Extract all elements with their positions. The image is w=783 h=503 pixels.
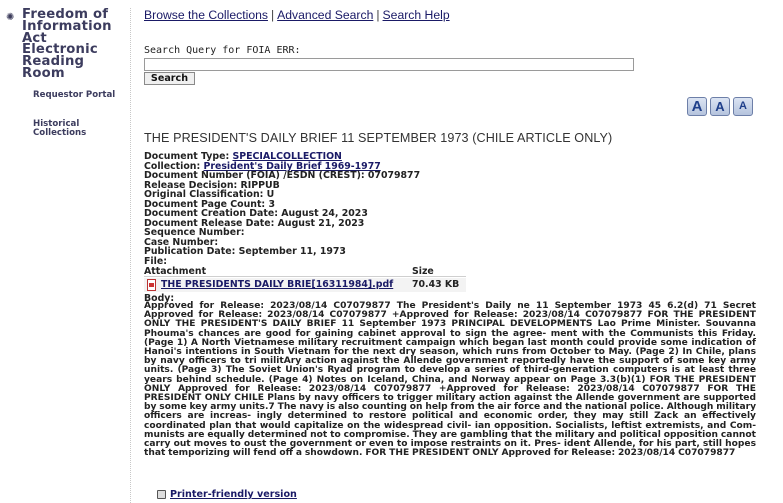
collection-link[interactable]: President's Daily Brief 1969-1977 [203,160,381,172]
meta-value: August 21, 2023 [277,217,365,229]
meta-label: Document Type: [144,151,230,162]
browse-collections-link[interactable]: Browse the Collections [144,8,268,22]
nav-separator: | [270,8,275,22]
search-label: Search Query for FOIA ERR: [144,45,301,56]
meta-label: Sequence Number: [144,227,245,239]
meta-label: Original Classification: [144,189,264,201]
seal-icon: ✺ [6,12,15,23]
meta-label: File: [144,256,167,268]
meta-publication-date [144,247,484,257]
meta-label: Publication Date: [144,246,236,258]
attachment-row [144,278,466,292]
font-size-medium-button[interactable]: A [710,97,730,116]
meta-value: 3 [268,198,275,210]
attachment-size: 70.43 KB [412,279,460,290]
attachment-column-header: Attachment [144,266,207,277]
document-type-link[interactable]: SPECIALCOLLECTION [232,151,342,162]
meta-label: Release Decision: [144,179,238,191]
meta-label: Case Number: [144,236,219,248]
attachment-pdf-link[interactable]: THE PRESIDENTS DAILY BRIE[16311984].pdf [161,279,394,290]
meta-value: August 24, 2023 [281,208,368,220]
nav-separator: | [376,8,380,22]
sidebar-item-requestor-portal[interactable]: Requestor Portal [33,90,116,100]
meta-label: Document Number (FOIA) /ESDN (CREST): [144,170,365,182]
search-button[interactable]: Search [144,72,195,85]
sidebar-item-historical-collections[interactable]: Historical Collections [33,119,87,139]
pdf-icon [147,279,156,291]
meta-value: 07079877 [367,170,421,182]
printer-icon[interactable] [157,490,166,499]
page-title: THE PRESIDENT'S DAILY BRIEF 11 SEPTEMBER 1973 (CHILE ARTICLE ONLY) [144,131,613,145]
printer-friendly-link[interactable]: Printer-friendly version [170,489,297,500]
font-size-large-button[interactable]: A [687,97,707,116]
search-help-link[interactable]: Search Help [382,8,450,22]
meta-label: Document Release Date: [144,217,275,229]
advanced-search-link[interactable]: Advanced Search [277,8,374,22]
meta-value: RIPPUB [240,179,280,191]
font-size-small-button[interactable]: A [733,97,753,116]
meta-label: Collection: [144,160,201,172]
meta-value: U [266,189,275,201]
meta-value: September 11, 1973 [238,246,346,258]
sidebar [0,0,130,503]
site-title[interactable]: Freedom of Information Act Electronic Reading Room [22,7,112,81]
meta-label: Document Creation Date: [144,208,278,220]
attachment-table-header [144,266,466,277]
document-body-text: Approved for Release: 2023/08/14 C07079877 The President's Daily ne 11 September 1973 45 6.2(d) 71 Secret Approved for Release: 2023/08/14 C07079877 +Approved for Release: 2023/08/14 C07079877 FOR THE PRESIDENT ONLY THE PRESIDENT'S DAILY BRIEF 11 September 1973 PRINCIPAL DEVELOPMENTS Lao Prime Minister. Souvanna Phouma's chances are good for gaining cabinet approval to sign the agree- ment with the Communists this Friday. (Page 1) A North Vietnamese military recruitment campaign which began last month could provide some indication of Hanoi's intentions in South Vietnam for the next dry season, which runs from October to May. (Page 2) In Chile, plans by navy officers to tri militAry action against the Allende government reportedly have the support of some key army units. (Page 3) The Soviet Union's Ryad program to develop a series of third-generation computers is at least three years behind schedule. (Page 4) Notes on Iceland, China, and Norway appear on Page 3.3(b)(1) FOR THE PRESIDENT ONLY Approved for Release: 2023/08/14 C07079877 +Approved for Release: 2023/08/14 C07079877 FOR THE PRESIDENT ONLY CHILE Plans by navy officers to trigger military action against the Allende government are supported by some key army units.7 The navy is also counting on help from the air force and the national police. Although military officers are increas- ingly determined to restore political and economic order, they may still Zack an effectively coordinated plan that would capitalize on the widespread civil- ian opposition. Socialists, leftist extremists, and Com- munists are equally determined not to compromise. They are gambling that the military and political opposition cannot carry out moves to oust the government or even to impose restraints on it. Pres- ident Allende, for his part, still hopes that temporizing will fend off a showdown. FOR THE PRESIDENT ONLY Approved for Release: 2023/08/14 C07079877 [144,301,756,459]
meta-label: Document Page Count: [144,198,266,210]
top-navigation [144,8,450,22]
document-metadata [144,152,484,267]
search-input[interactable] [144,58,634,71]
sidebar-divider [130,8,131,503]
body-label: Body: [144,293,175,304]
size-column-header: Size [412,266,434,277]
